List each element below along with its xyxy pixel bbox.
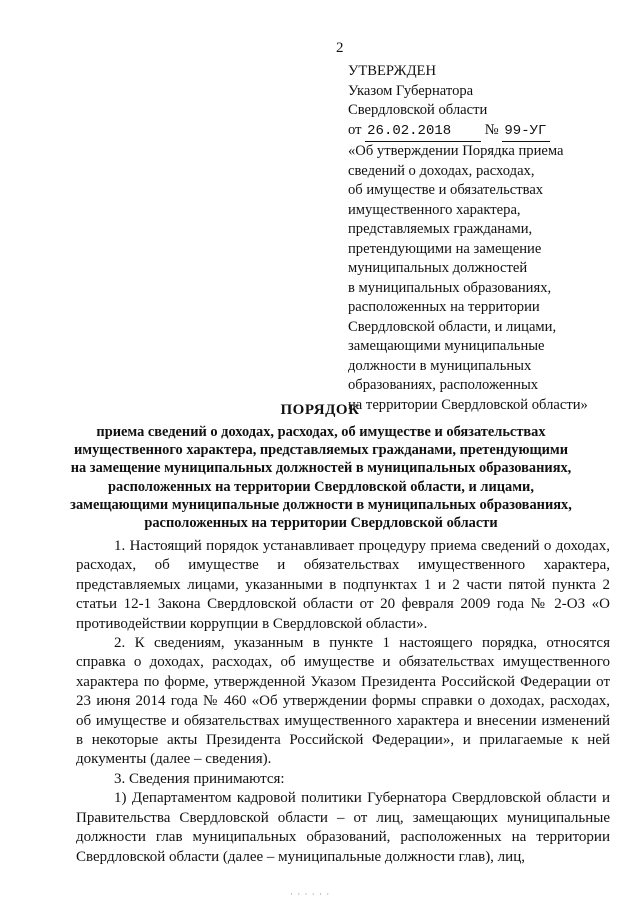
subtitle-line: приема сведений о доходах, расходах, об имуществе и обязательствах: [96, 424, 546, 440]
document-body: [76, 537, 610, 867]
subtitle-line: замещающими муниципальные должности в муниципальных образованиях,: [70, 496, 572, 513]
approved-by-line: Указом Губернатора: [348, 82, 474, 99]
decree-title-line: должности в муниципальных: [348, 357, 532, 374]
page-number: 2: [336, 40, 344, 56]
subtitle-line: имущественного характера, представляемых гражданами, претендующими: [73, 442, 569, 459]
decree-title-line: образованиях, расположенных: [348, 377, 539, 393]
paragraph: 2. К сведениям, указанным в пункте 1 настоящего порядка, относятся справка о доходах, расходах, об имуществе и обязательствах имущественного характера по форме, утвержденной Указом Президента Российской Федерации от 23 июня 2014 года № 460 «Об утверждении формы справки о доходах, расходах, об имуществе и обязательствах имущественного характера и внесении изменений в некоторые акты Президента Российской Федерации», и прилагаемые к ней документы (далее – сведения).: [76, 635, 610, 768]
date-prefix: от: [348, 121, 362, 138]
decree-title-line: имущественного характера,: [348, 201, 521, 218]
decree-title-line: сведений о доходах, расходах,: [348, 162, 535, 179]
decree-title-line: претендующими на замещение: [348, 240, 542, 257]
decree-title-line: на территории Свердловской области»: [348, 396, 588, 413]
decree-title-line: Свердловской области, и лицами,: [348, 318, 557, 335]
approval-block: [348, 62, 633, 415]
decree-title-line: расположенных на территории: [348, 299, 540, 315]
decree-title-line: представляемых гражданами,: [348, 221, 533, 237]
paragraph: 3. Сведения принимаются:: [114, 770, 285, 787]
paragraph: 1) Департаментом кадровой политики Губернатора Свердловской области и Правительства Свердловской области – от лиц, замещающих муниципальные должности глав муниципальных образований, расположенных на территории Свердловской области (далее – муниципальные должности глав), лиц,: [76, 790, 610, 865]
approval-heading: УТВЕРЖДЕН: [348, 63, 436, 79]
decree-title-line: «Об утверждении Порядка приема: [348, 143, 564, 159]
scan-artifact: · · · · · ·: [290, 889, 331, 899]
decree-number: 99-УГ: [502, 122, 550, 143]
document-subtitle: [62, 423, 580, 532]
subtitle-line: расположенных на территории Свердловской области, и лицами,: [108, 478, 534, 495]
approved-by-region: Свердловской области: [348, 102, 488, 118]
document-title: ПОРЯДОК: [280, 402, 360, 418]
paragraph: 1. Настоящий порядок устанавливает процедуру приема сведений о доходах, расходах, об имуществе и обязательствах имущественного характера, представляемых лицами, указанными в подпунктах 1 и 2 части пятой пункта 2 статьи 12-1 Закона Свердловской области от 20 февраля 2009 года № 2-ОЗ «О противодействии коррупции в Свердловской области».: [76, 538, 610, 632]
subtitle-line: на замещение муниципальных должностей в муниципальных образованиях,: [70, 460, 572, 477]
decree-date: 26.02.2018: [365, 122, 481, 143]
decree-title-line: в муниципальных образованиях,: [348, 279, 552, 296]
decree-title-line: замещающими муниципальные: [348, 338, 545, 354]
decree-date-line: [348, 121, 633, 143]
number-prefix: №: [484, 121, 499, 138]
subtitle-line: расположенных на территории Свердловской области: [144, 515, 498, 532]
decree-title-line: об имуществе и обязательствах: [348, 182, 544, 198]
decree-title-line: муниципальных должностей: [348, 260, 528, 276]
